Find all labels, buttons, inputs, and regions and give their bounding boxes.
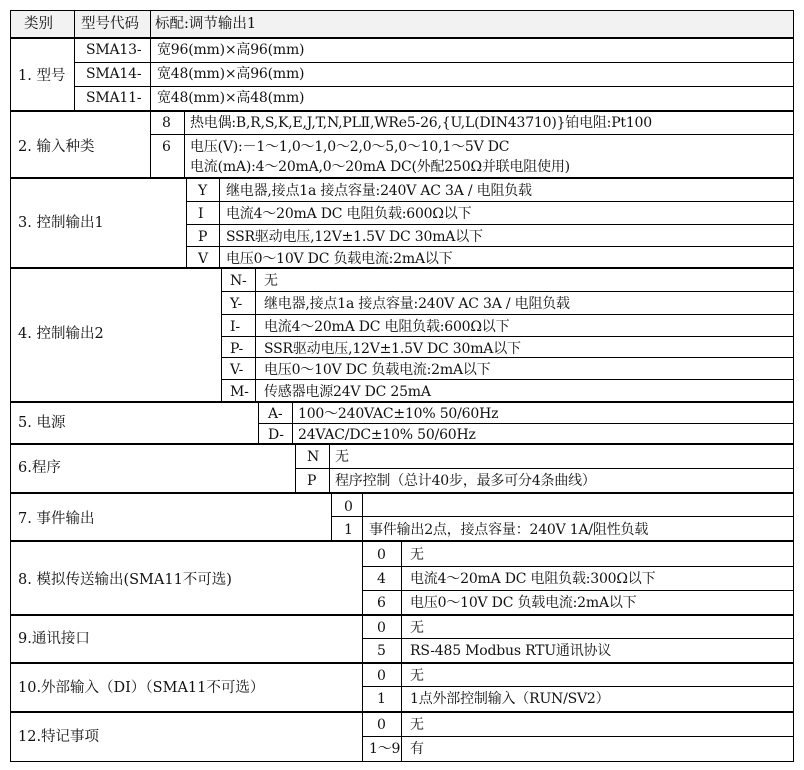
section-label-control-output-1: 3. 控制输出1 [18, 215, 104, 231]
column-divider [184, 111, 185, 178]
column-divider [362, 493, 363, 541]
header-category: 类别 [24, 16, 53, 32]
column-divider [221, 268, 222, 402]
ctrl1-code: P [198, 229, 208, 245]
input-desc: 电流(mA):4～20mA,0～20mA DC(外配250Ω并联电阻使用) [190, 159, 570, 175]
row-divider [74, 62, 794, 63]
model-code: SMA13- [86, 42, 142, 58]
column-divider [331, 493, 332, 541]
section-divider [10, 110, 794, 112]
ctrl2-code: Y- [230, 296, 243, 312]
column-divider [362, 541, 363, 762]
event-desc: 事件输出2点，接点容量：240V 1A/阻性负载 [369, 522, 649, 538]
column-divider [255, 268, 256, 402]
ctrl1-code: I [198, 206, 204, 222]
header-model-code: 型号代码 [81, 16, 139, 32]
ctrl1-code: V [198, 251, 208, 267]
section-label-event-output: 7. 事件输出 [18, 511, 95, 527]
ctrl2-code: N- [230, 273, 247, 289]
ctrl2-code: I- [230, 319, 240, 335]
row-divider [362, 736, 794, 737]
row-divider [221, 357, 794, 358]
program-code: P [307, 473, 317, 489]
row-divider [74, 86, 794, 87]
ctrl1-desc: 电压0～10V DC 负载电流:2mA以下 [226, 251, 453, 267]
event-code: 1 [344, 522, 353, 538]
row-divider [150, 134, 794, 135]
input-desc: 电压(V):－1～1,0～1,0～2,0～5,0～10,1～5V DC [190, 139, 510, 155]
ctrl2-desc: 继电器,接点1a 接点容量:240V AC 3A / 电阻负载 [264, 296, 570, 312]
row-divider [362, 638, 794, 639]
ctrl1-code: Y [198, 183, 208, 199]
column-divider [219, 178, 220, 267]
ctrl1-desc: 电流4～20mA DC 电阻负载:600Ω以下 [226, 206, 472, 222]
header-divider [10, 37, 794, 39]
di-code: 1 [377, 691, 386, 707]
table-border [10, 10, 11, 762]
column-divider [186, 178, 187, 267]
section-label-power: 5. 电源 [18, 415, 66, 431]
analog-code: 4 [377, 571, 386, 587]
power-desc: 24VAC/DC±10% 50/60Hz [298, 427, 476, 443]
section-divider [10, 614, 794, 616]
special-desc: 无 [410, 717, 424, 733]
section-divider [10, 401, 794, 403]
ctrl2-desc: 电流4～20mA DC 电阻负载:600Ω以下 [264, 319, 510, 335]
input-desc: 热电偶:B,R,S,K,E,J,T,N,PLⅡ,WRe5-26,{U,L(DIN43710)}铂电阻:Pt100 [190, 115, 652, 131]
table-border [793, 10, 794, 762]
comm-code: 5 [377, 643, 386, 659]
comm-desc: 无 [410, 620, 424, 636]
table-border [10, 761, 794, 762]
ctrl2-code: P- [230, 341, 243, 357]
section-divider [10, 662, 794, 664]
ctrl2-desc: 传感器电源24V DC 25mA [264, 384, 431, 400]
section-divider [10, 177, 794, 179]
row-divider [362, 566, 794, 567]
section-divider [10, 540, 794, 542]
row-divider [186, 246, 794, 247]
special-desc: 有 [410, 741, 424, 757]
special-code: 1～9 [369, 741, 401, 757]
section-divider [10, 492, 794, 494]
section-divider [10, 443, 794, 445]
row-divider [295, 468, 794, 469]
column-divider [401, 541, 402, 762]
row-divider [331, 516, 794, 517]
ctrl2-desc: 电压0～10V DC 负载电流:2mA以下 [264, 362, 491, 378]
section-label-comm: 9.通讯接口 [18, 631, 90, 647]
input-code: 6 [162, 139, 171, 155]
section-label-external-input: 10.外部输入（DI）（SMA11不可选） [18, 680, 265, 696]
section-label-analog-output: 8. 模拟传送输出(SMA11不可选) [18, 572, 232, 588]
power-code: D- [268, 427, 284, 443]
power-desc: 100～240VAC±10% 50/60Hz [298, 406, 499, 422]
table-border [10, 10, 794, 11]
section-label-model: 1. 型号 [18, 68, 66, 84]
ctrl2-desc: SSR驱动电压,12V±1.5V DC 30mA以下 [264, 341, 521, 357]
model-code: SMA14- [86, 66, 142, 82]
row-divider [221, 314, 794, 315]
ctrl2-code: M- [230, 384, 249, 400]
row-divider [221, 336, 794, 337]
di-desc: 无 [410, 668, 424, 684]
row-divider [186, 224, 794, 225]
section-label-control-output-2: 4. 控制输出2 [18, 326, 104, 342]
row-divider [221, 291, 794, 292]
analog-code: 6 [377, 595, 386, 611]
ctrl1-desc: SSR驱动电压,12V±1.5V DC 30mA以下 [226, 229, 483, 245]
row-divider [186, 201, 794, 202]
program-desc: 无 [335, 449, 349, 465]
input-code: 8 [162, 115, 171, 131]
column-divider [74, 10, 75, 111]
analog-desc: 无 [410, 547, 424, 563]
comm-desc: RS-485 Modbus RTU通讯协议 [410, 643, 612, 659]
analog-code: 0 [377, 547, 386, 563]
row-divider [362, 686, 794, 687]
power-code: A- [268, 406, 283, 422]
analog-desc: 电压0～10V DC 负载电流:2mA以下 [410, 595, 637, 611]
section-label-program: 6.程序 [18, 460, 61, 476]
section-divider [10, 711, 794, 713]
section-divider [10, 267, 794, 269]
model-desc: 宽48(mm)×高48(mm) [157, 90, 305, 106]
column-divider [150, 38, 151, 111]
analog-desc: 电流4～20mA DC 电阻负载:300Ω以下 [410, 571, 656, 587]
row-divider [362, 590, 794, 591]
ctrl2-desc: 无 [264, 273, 278, 289]
model-desc: 宽48(mm)×高96(mm) [157, 66, 305, 82]
comm-code: 0 [377, 620, 386, 636]
model-code: SMA11- [86, 90, 142, 106]
di-code: 0 [377, 668, 386, 684]
header-standard: 标配:调节输出1 [155, 16, 257, 32]
section-label-special: 12.特记事项 [18, 729, 100, 745]
row-divider [221, 379, 794, 380]
ctrl2-code: V- [230, 362, 244, 378]
section-label-input: 2. 输入种类 [18, 139, 95, 155]
di-desc: 1点外部控制输入（RUN/SV2） [410, 691, 610, 707]
column-divider [150, 10, 151, 38]
program-code: N [307, 449, 320, 465]
program-desc: 程序控制（总计40步，最多可分4条曲线） [335, 473, 596, 489]
row-divider [258, 423, 794, 424]
column-divider [150, 111, 151, 178]
event-code: 0 [344, 499, 353, 515]
model-desc: 宽96(mm)×高96(mm) [157, 42, 305, 58]
ctrl1-desc: 继电器,接点1a 接点容量:240V AC 3A / 电阻负载 [226, 183, 532, 199]
special-code: 0 [377, 717, 386, 733]
